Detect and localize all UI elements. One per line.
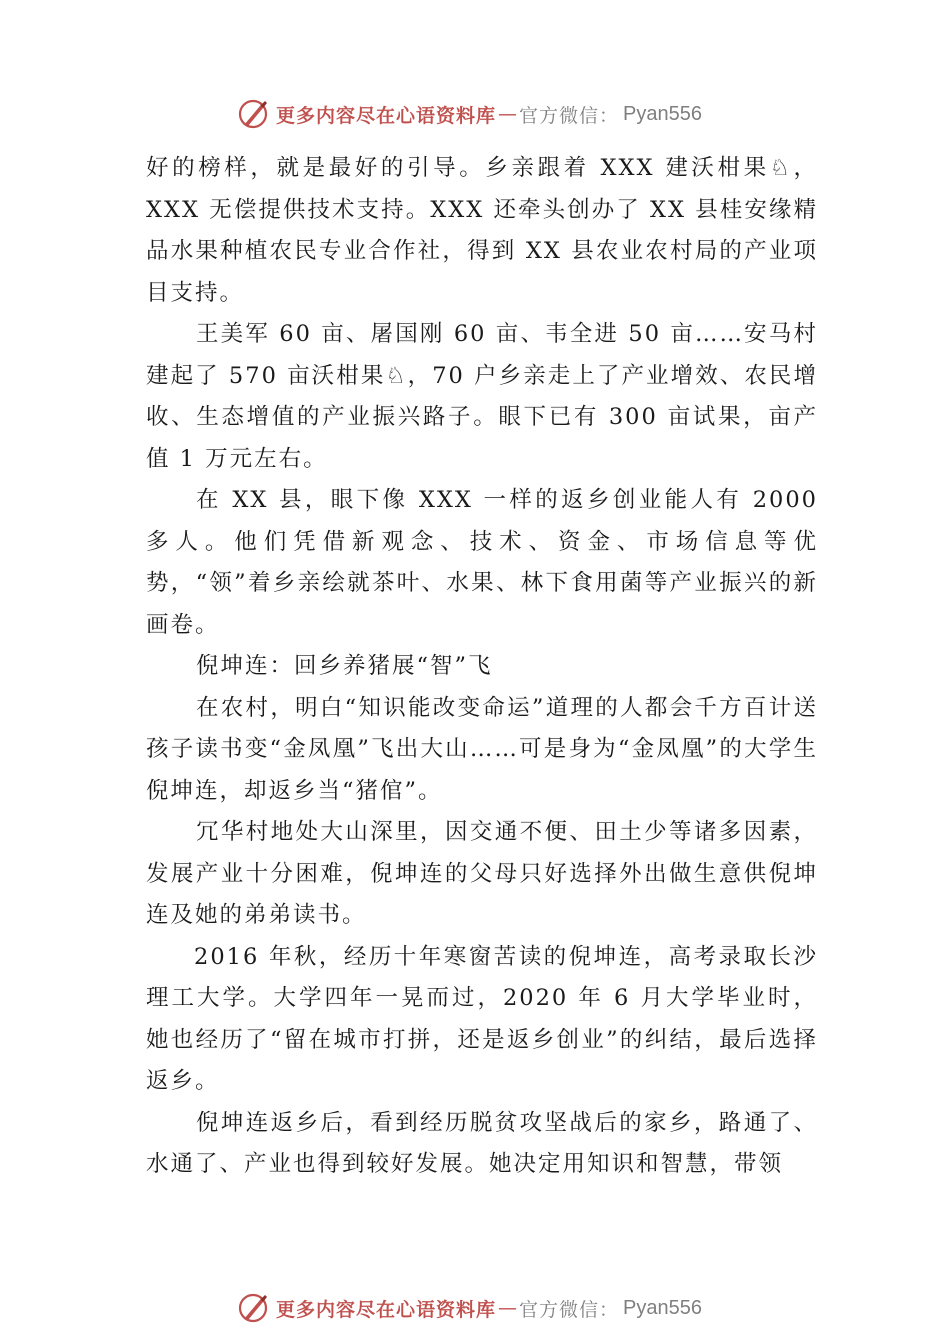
quill-pen-logo-icon	[236, 1291, 270, 1325]
paragraph-2: 王美军 60 亩、屠国刚 60 亩、韦全进 50 亩……安马村建起了 570 亩沃柑果♘，70 户乡亲走上了产业增效、农民增收、生态增值的产业振兴路子。眼下已有 300 亩试果，亩产值 1 万元左右。	[146, 321, 818, 472]
wechat-id: Pyan556	[623, 102, 702, 125]
paragraph-6: 2016 年秋，经历十年寒窗苦读的倪坤连，高考录取长沙理工大学。大学四年一晃而过，2020 年 6 月大学毕业时，她也经历了“留在城市打拼，还是返乡创业”的纠结，最后选择返乡。	[146, 943, 818, 1094]
banner-content-footer	[236, 1288, 702, 1328]
paragraph-3: 在 XX 县，眼下像 XXX 一样的返乡创业能人有 2000 多人。他们凭借新观念、技术、资金、市场信息等优势，“领”着乡亲绘就茶叶、水果、林下食用菌等产业振兴的新画卷。	[146, 487, 818, 638]
wechat-label: 官方微信：	[519, 104, 620, 127]
header-banner	[0, 94, 950, 134]
wechat-label-footer: 官方微信：	[519, 1298, 620, 1321]
section-heading: 倪坤连：回乡养猪展“智”飞	[196, 653, 493, 679]
paragraph-7: 倪坤连返乡后，看到经历脱贫攻坚战后的家乡，路通了、水通了、产业也得到较好发展。她决定用知识和智慧，带领	[146, 1109, 818, 1177]
banner-content	[236, 94, 702, 134]
footer-banner	[0, 1288, 950, 1328]
brand-text: 更多内容尽在心语资料库	[276, 104, 497, 127]
brand-text-footer: 更多内容尽在心语资料库	[276, 1298, 497, 1321]
paragraph-4: 在农村，明白“知识能改变命运”道理的人都会千方百计送孩子读书变“金凤凰”飞出大山……可是身为“金凤凰”的大学生倪坤连，却返乡当“猪倌”。	[146, 694, 818, 804]
wechat-id-footer: Pyan556	[623, 1296, 702, 1319]
paragraph-1: 好的榜样，就是最好的引导。乡亲跟着 XXX 建沃柑果♘，XXX 无偿提供技术支持。XXX 还牵头创办了 XX 县桂安缘精品水果种植农民专业合作社，得到 XX 县农业农村局的产业项目支持。	[146, 155, 818, 306]
document-body	[146, 148, 818, 1186]
banner-dash: —	[498, 103, 518, 125]
banner-dash-footer: —	[498, 1297, 518, 1319]
quill-pen-logo-icon	[236, 97, 270, 131]
paragraph-5: 冗华村地处大山深里，因交通不便、田土少等诸多因素，发展产业十分困难，倪坤连的父母只好选择外出做生意供倪坤连及她的弟弟读书。	[146, 819, 818, 928]
